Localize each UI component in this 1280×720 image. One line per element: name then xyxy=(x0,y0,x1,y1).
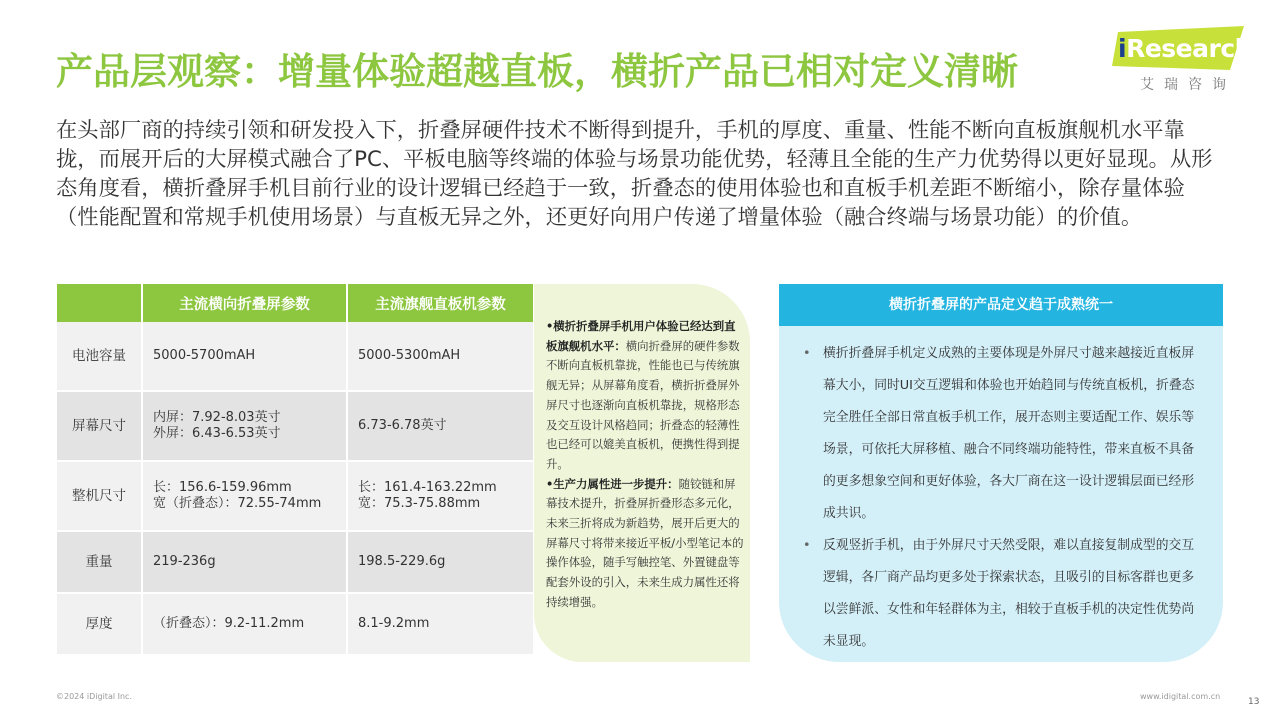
footer-url: www.idigital.com.cn xyxy=(1140,692,1221,701)
foldable-value: 内屏：7.92-8.03英寸 外屏：6.43-6.53英寸 xyxy=(143,392,348,462)
page-title: 产品层观察：增量体验超越直板，横折产品已相对定义清晰 xyxy=(56,50,1018,93)
list-item: • 反观竖折手机，由于外屏尺寸天然受限，难以直接复制成型的交互逻辑，各厂商产品均更多处于探索状态，且吸引的目标客群也更多以尝鲜派、女性和年轻群体为主，相较于直板手机的决定性优势尚未显现。 xyxy=(823,530,1197,658)
table-header-row xyxy=(57,284,533,322)
table-row xyxy=(57,532,533,594)
list-item: • 横折折叠屏手机定义成熟的主要体现是外屏尺寸越来越接近直板屏幕大小，同时UI交互逻辑和体验也开始趋同与传统直板机，折叠态完全胜任全部日常直板手机工作，展开态则主要适配工作、娱乐等场景，可依托大屏移植、融合不同终端功能特性，带来直板不具备的更多想象空间和更好体验，各大厂商在这一设计逻辑层面已经形成共识。 xyxy=(823,338,1197,530)
table-row xyxy=(57,594,533,656)
flagship-value: 5000-5300mAH xyxy=(348,322,533,392)
definition-panel-header: 横折折叠屏的产品定义趋于成熟统一 xyxy=(779,284,1223,326)
bullet-icon: • xyxy=(803,346,811,361)
iresearch-logo xyxy=(1104,24,1252,96)
foldable-value: 5000-5700mAH xyxy=(143,322,348,392)
flagship-value: 8.1-9.2mm xyxy=(348,594,533,656)
definition-panel xyxy=(779,284,1223,662)
row-label: 厚度 xyxy=(57,594,143,656)
foldable-value: （折叠态）：9.2-11.2mm xyxy=(143,594,348,656)
row-label: 整机尺寸 xyxy=(57,462,143,532)
copyright-text: ©2024 iDigital Inc. xyxy=(56,692,132,701)
flagship-value: 长：161.4-163.22mm 宽：75.3-75.88mm xyxy=(348,462,533,532)
row-label: 电池容量 xyxy=(57,322,143,392)
definition-bullet-list xyxy=(779,326,1223,658)
table-header-blank xyxy=(57,284,143,322)
page-number: 13 xyxy=(1248,697,1260,707)
table-row xyxy=(57,462,533,532)
bullet-icon: • xyxy=(803,538,811,553)
flagship-value: 6.73-6.78英寸 xyxy=(348,392,533,462)
intro-paragraph: 在头部厂商的持续引领和研发投入下，折叠屏硬件技术不断得到提升，手机的厚度、重量、性能不断向直板旗舰机水平靠拢，而展开后的大屏模式融合了PC、平板电脑等终端的体验与场景功能优势，轻薄且全能的生产力优势得以更好显现。从形态角度看，横折叠屏手机目前行业的设计逻辑已经趋于一致，折叠态的使用体验也和直板手机差距不断缩小，除存量体验（性能配置和常规手机使用场景）与直板无异之外，还更好向用户传递了增量体验（融合终端与场景功能）的价值。 xyxy=(56,118,1213,230)
row-label: 重量 xyxy=(57,532,143,594)
table-header-flagship: 主流旗舰直板机参数 xyxy=(348,284,533,322)
foldable-value: 长：156.6-159.96mm 宽（折叠态）：72.55-74mm xyxy=(143,462,348,532)
table-header-foldable: 主流横向折叠屏参数 xyxy=(143,284,348,322)
note-productivity: •生产力属性进一步提升：随铰链和屏幕技术提升，折叠屏折叠形态多元化，未来三折将成为新趋势，展开后更大的屏幕尺寸将带来接近平板/小型笔记本的操作体验，随手写触控笔、外置键盘等配套外设的引入，未来生成力属性还将持续增强。 xyxy=(546,476,744,609)
table-row xyxy=(57,322,533,392)
table-row xyxy=(57,392,533,462)
foldable-value: 219-236g xyxy=(143,532,348,594)
spec-comparison-table xyxy=(57,284,533,656)
logo-subtitle: 艾瑞咨询 xyxy=(1140,77,1236,93)
note-experience: •横折折叠屏手机用户体验已经达到直板旗舰机水平：横向折叠屏的硬件参数不断向直板机靠拢，性能也已与传统旗舰无异；从屏幕角度看，横折折叠屏外屏尺寸也逐渐向直板机靠拢，规格形态及交互设计风格趋同；折叠态的轻薄性也已经可以媲美直板机，便携性得到提升。 xyxy=(546,319,740,471)
experience-notes-panel xyxy=(534,284,750,662)
flagship-value: 198.5-229.6g xyxy=(348,532,533,594)
logo-wordmark: iResearch xyxy=(1118,34,1252,63)
row-label: 屏幕尺寸 xyxy=(57,392,143,462)
